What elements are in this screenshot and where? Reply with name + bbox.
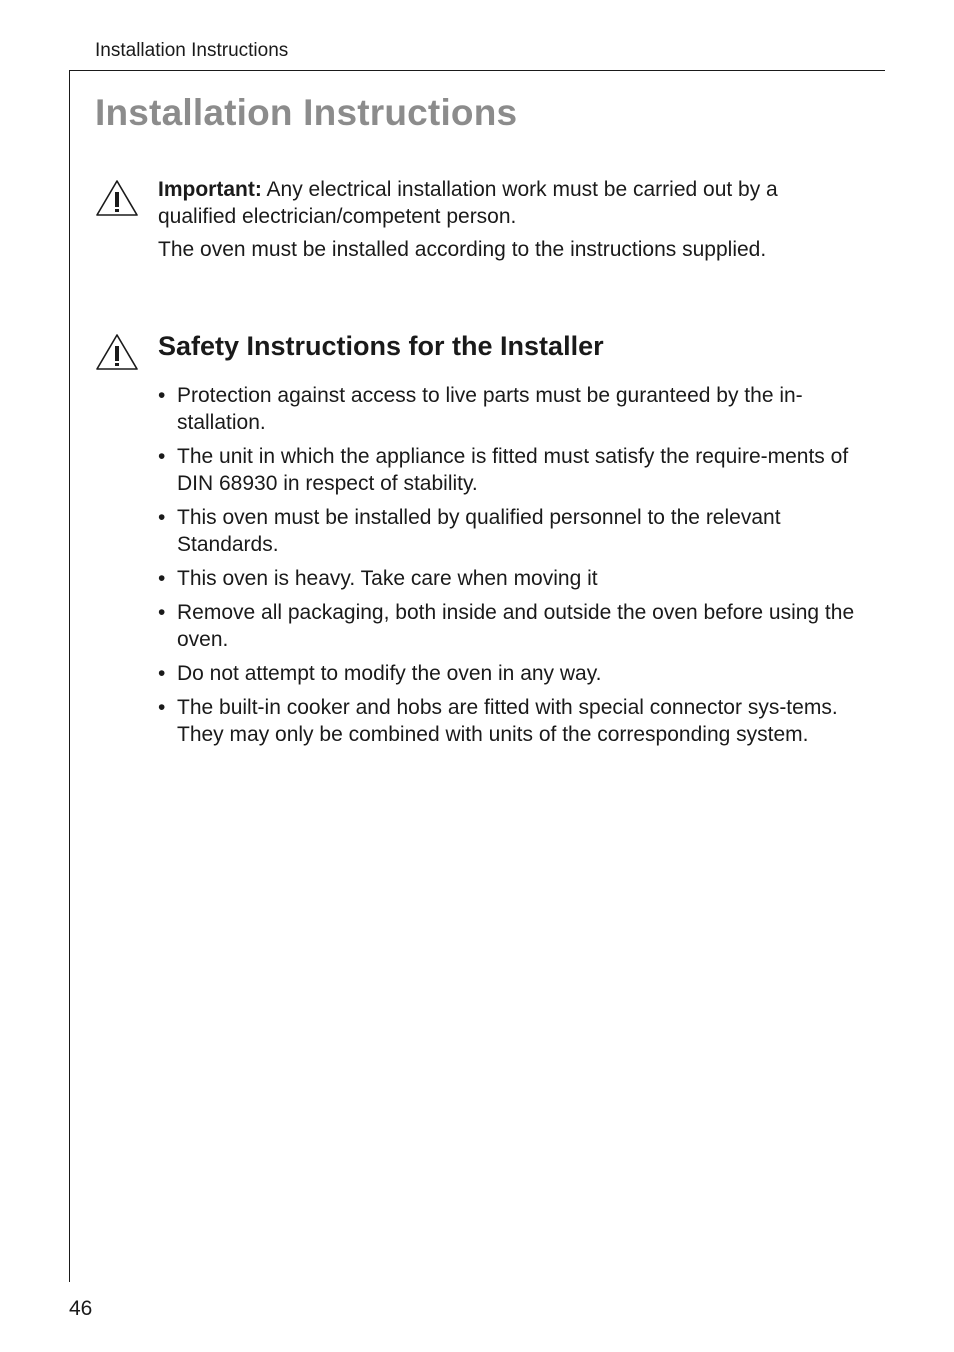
- bullet-glyph: •: [158, 445, 166, 468]
- bullet-glyph: •: [158, 506, 166, 529]
- installation-note: The oven must be installed according to the instructions supplied.: [158, 238, 767, 261]
- page-number: 46: [69, 1297, 93, 1320]
- important-paragraph: [158, 176, 858, 230]
- list-item-text: The unit in which the appliance is fitted must satisfy the require-ments of DIN 68930 in respect of stability.: [177, 445, 849, 495]
- safety-list: [158, 382, 858, 755]
- list-item: [158, 443, 858, 497]
- list-item-text: This oven must be installed by qualified personnel to the relevant Standards.: [177, 506, 781, 556]
- bullet-glyph: •: [158, 662, 166, 685]
- list-item: [158, 382, 858, 436]
- list-item-text: Do not attempt to modify the oven in any way.: [177, 662, 602, 685]
- warning-triangle-icon: [95, 332, 139, 372]
- bullet-glyph: •: [158, 696, 166, 719]
- bullet-glyph: •: [158, 384, 166, 407]
- warning-triangle-icon: [95, 178, 139, 218]
- list-item: [158, 504, 858, 558]
- important-notice: [158, 176, 858, 263]
- header-rule: [69, 70, 885, 71]
- important-label: Important:: [158, 178, 262, 201]
- section-heading: Safety Instructions for the Installer: [158, 331, 604, 361]
- page-title: Installation Instructions: [95, 92, 518, 133]
- list-item-text: This oven is heavy. Take care when moving it: [177, 567, 598, 590]
- list-item-text: Remove all packaging, both inside and outside the oven before using the oven.: [177, 601, 855, 651]
- list-item-text: The built-in cooker and hobs are fitted with special connector sys-tems. They may only be combined with units of the corresponding system.: [177, 696, 838, 746]
- bullet-glyph: •: [158, 601, 166, 624]
- important-text: Any electrical installation work must be carried out by a qualified electrician/competent person.: [158, 178, 778, 228]
- list-item: [158, 599, 858, 653]
- list-item: [158, 565, 858, 592]
- bullet-glyph: •: [158, 567, 166, 590]
- list-item: [158, 694, 858, 748]
- running-header: Installation Instructions: [95, 40, 289, 61]
- margin-rule: [69, 70, 70, 1282]
- list-item-text: Protection against access to live parts must be guranteed by the in-stallation.: [177, 384, 803, 434]
- list-item: [158, 660, 858, 687]
